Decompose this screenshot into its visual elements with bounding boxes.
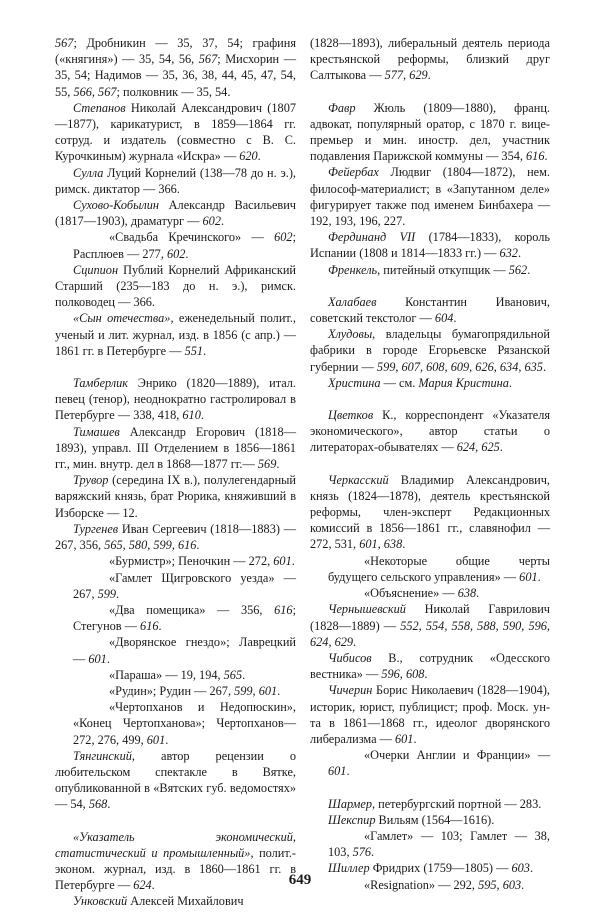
entry-text: В., сотрудник «Одесского вестника» — xyxy=(310,650,550,682)
italic-text: Френкель xyxy=(328,262,378,277)
italic-text: Христина xyxy=(328,375,381,390)
index-entry xyxy=(55,424,296,473)
italic-text: Халабаев xyxy=(328,294,377,309)
italic-text: 638 xyxy=(457,586,477,601)
index-entry xyxy=(55,893,296,909)
entry-text: «Чертопханов и Недопюскин», «Конец Чертопханова»; Чертопханов— 272, 276, 499, xyxy=(73,700,296,747)
entry-text: Иван Сергеевич (1818—1883) — 267, 356, xyxy=(55,521,296,553)
entry-text: Александр Васильевич (1817—1903), драматург — xyxy=(55,198,296,229)
entry-text: Николай Гаврилович (1828—1889) — xyxy=(310,602,550,633)
entry-text: . xyxy=(116,586,120,601)
index-entry xyxy=(55,35,296,100)
index-entry xyxy=(55,229,296,261)
italic-text: 566, 567 xyxy=(73,84,117,99)
entry-text: «Гамлет» — 103; Гамлет — 38, 103, xyxy=(328,828,550,860)
entry-text: «Бурмистр»; Пеночкин — 272, xyxy=(109,554,274,569)
italic-text: 624, 625 xyxy=(456,440,500,455)
italic-text: 604 xyxy=(434,311,454,326)
index-column-right xyxy=(310,35,550,893)
entry-text: ; полковник — 35, 54. xyxy=(116,84,231,99)
entry-text: . xyxy=(537,569,541,584)
index-entry xyxy=(55,262,296,311)
index-entry xyxy=(310,35,550,84)
entry-text: «Объяснение» — xyxy=(364,586,458,601)
index-entry xyxy=(55,100,296,165)
index-entry xyxy=(310,100,550,165)
entry-text: . xyxy=(508,375,512,390)
entry-text: . xyxy=(346,764,350,779)
italic-text: 602 xyxy=(274,230,293,245)
entry-text: , автор рецензии о любительском спектакле в Вятке, опубликованной в «Вятских губ. ведомостях» — 54, xyxy=(55,748,296,812)
entry-text: . xyxy=(158,619,162,634)
entry-text: «Два помещика» — 356, xyxy=(109,602,275,617)
italic-text: 610 xyxy=(182,408,201,423)
italic-text: Унковский xyxy=(73,894,128,909)
entry-text: Людвиг (1804—1872), нем. философ-материалист; в «Запутанном деле» фигурирует также под именем Бинбахера — 192, 193, 196, 227. xyxy=(310,165,550,229)
italic-text: 601 xyxy=(146,732,166,747)
italic-text: 599, 601 xyxy=(234,683,278,698)
entry-text: , владельцы бумагопрядильной фабрики в городе Егорьевске Рязанской губернии — xyxy=(310,327,550,374)
index-entry xyxy=(55,472,296,521)
index-entry xyxy=(310,326,550,375)
index-entry xyxy=(310,164,550,229)
entry-text: . xyxy=(499,440,503,455)
italic-text: Сухово-Кобылин xyxy=(73,198,160,213)
index-entry xyxy=(310,650,550,682)
entry-text: . xyxy=(517,246,522,261)
italic-text: 596, 608 xyxy=(381,667,425,682)
entry-text: ; Мисхорин — 35, 54; Надимов — 35, 36, 38, 44, 45, 47, 54, 55, xyxy=(55,52,296,99)
italic-text: 577, 629 xyxy=(384,68,428,83)
index-entry xyxy=(310,229,550,261)
entry-text: ; Расплюев — 277, xyxy=(73,230,296,261)
italic-text: Фердинанд VII xyxy=(328,230,416,245)
entry-text: (1784—1833), король Испании (1808 и 1814—1833 гг.) — xyxy=(310,230,550,261)
italic-text: Черкасский xyxy=(328,472,389,487)
italic-text: Степанов xyxy=(73,100,126,115)
index-entry xyxy=(55,634,296,666)
entry-text: . xyxy=(165,732,169,747)
italic-text: «Сын отечества» xyxy=(73,311,171,326)
index-entry xyxy=(310,375,550,391)
entry-text: Жюль (1809—1880), франц. адвокат, популярный оратор, с 1870 г. вице-премьер и мин. иностр. дел, участник подавления Парижской коммуны — 354, xyxy=(310,100,550,164)
entry-text: Владимир Александрович, князь (1824—1878), деятель крестьянской реформы, член-эксперт Редакционных комиссий в 1856—1861 гг., славянофил — 272, 531, xyxy=(310,472,550,552)
entry-text: . xyxy=(353,634,357,649)
entry-text: . xyxy=(402,537,406,552)
italic-text: Чернышевский xyxy=(328,602,406,617)
index-entry xyxy=(55,165,296,197)
index-entry xyxy=(310,747,550,779)
entry-text: . xyxy=(527,262,531,277)
entry-text: Публий Корнелий Африканский Старший (235—183 до н. э.), римск. полководец — 366. xyxy=(55,262,296,310)
entry-text: . xyxy=(107,797,111,812)
index-entry xyxy=(55,667,296,683)
italic-text: 562 xyxy=(508,262,528,277)
index-entry xyxy=(310,294,550,326)
index-entry xyxy=(55,683,296,699)
entry-text: . xyxy=(185,246,189,261)
entry-text: «Параша» — 19, 194, xyxy=(109,667,224,682)
italic-text: 567 xyxy=(55,36,74,50)
entry-text: Константин Иванович, советский текстолог — xyxy=(310,294,550,326)
entry-text: . xyxy=(257,149,261,164)
entry-text: Николай Александрович (1807—1877), карикатурист, в 1859—1864 гг. сотруд. и издатель (совместно с В. С. Курочкиным) журнала «Искра» — xyxy=(55,100,296,164)
italic-text: 616 xyxy=(274,602,293,617)
italic-text: 576 xyxy=(352,845,372,860)
index-entry xyxy=(310,812,550,828)
entry-text: . xyxy=(196,538,200,553)
italic-text: 569 xyxy=(257,457,277,472)
entry-text: , питейный откупщик — xyxy=(377,262,509,277)
italic-text: 616 xyxy=(140,619,159,634)
italic-text: 595, 603 xyxy=(478,877,522,892)
entry-text: Александр Егорович (1818—1893), управл. III Отделением в 1856—1861 гг., мин. внутр. дел в 1868—1877 гг.— xyxy=(55,424,296,472)
italic-text: Чичерин xyxy=(328,683,373,698)
entry-text: . xyxy=(453,311,457,326)
italic-text: Тамберлик xyxy=(73,376,128,391)
entry-text: Алексей Михайлович xyxy=(127,894,244,909)
entry-text: . xyxy=(521,877,525,892)
italic-text: 551 xyxy=(184,343,204,358)
index-entry xyxy=(55,197,296,229)
italic-text: Фавр xyxy=(328,100,356,115)
entry-text: . xyxy=(242,667,246,682)
italic-text: Сципион xyxy=(73,262,119,277)
italic-text: 601 xyxy=(273,554,292,569)
entry-text: . xyxy=(151,878,155,893)
italic-text: Трувор xyxy=(73,473,109,488)
italic-text: Шармер xyxy=(328,796,372,811)
index-entry xyxy=(310,585,550,601)
italic-text: 632 xyxy=(499,246,518,261)
index-entry xyxy=(55,748,296,813)
index-entry xyxy=(310,796,550,812)
entry-text: . xyxy=(529,861,534,876)
entry-text: ; Дробникин — 35, 37, 54; графиня («княгиня») — 35, 54, 56, xyxy=(55,36,296,67)
italic-text: Сулла xyxy=(73,165,104,180)
italic-text: 620 xyxy=(239,149,258,164)
entry-text: «Рудин»; Рудин — 267, xyxy=(109,683,235,698)
index-entry xyxy=(310,682,550,747)
entry-text: . xyxy=(203,343,207,358)
italic-text: 616 xyxy=(526,149,545,164)
italic-text: 603 xyxy=(511,861,530,876)
entry-text: , полит.-эконом. журнал, изд. в 1860—1861 гг. в Петербурге — xyxy=(55,845,296,893)
entry-text: , еженедельный полит., ученый и лит. журнал, изд. в 1856 (с апр.) — 1861 гг. в Петербурге — xyxy=(55,311,296,358)
italic-text: 601 xyxy=(328,764,347,779)
italic-text: Цветков xyxy=(328,408,374,423)
index-entry xyxy=(55,553,296,569)
entry-text: . xyxy=(544,149,548,164)
entry-text: «Свадьба Кречинского» — xyxy=(109,230,275,245)
italic-text: 567 xyxy=(198,52,218,67)
entry-text: . xyxy=(220,214,225,229)
entry-text: Энрико (1820—1889), итал. певец (тенор), неоднократно гастролировал в Петербурге — 338, 418, xyxy=(55,376,296,423)
entry-text: . xyxy=(427,68,431,83)
italic-text: Мария Кристина xyxy=(418,375,509,390)
italic-text: 624 xyxy=(133,878,152,893)
index-entry xyxy=(55,602,296,634)
index-entry xyxy=(310,828,550,860)
index-entry xyxy=(310,601,550,650)
index-column-left xyxy=(55,35,296,910)
entry-text: «Дворянское гнездо»; Лаврецкий — xyxy=(73,635,296,666)
entry-text: . xyxy=(476,586,480,601)
entry-text: . xyxy=(413,731,417,746)
entry-text: . xyxy=(291,554,295,569)
italic-text: Фейербах xyxy=(328,165,379,180)
entry-text: (1828—1893), либеральный деятель периода крестьянской реформы, близкий друг Салтыкова — xyxy=(310,36,550,83)
index-entry xyxy=(310,262,550,278)
italic-text: 602 xyxy=(166,246,186,261)
entry-text: . xyxy=(277,683,281,698)
italic-text: Тимашев xyxy=(73,424,120,439)
italic-text: 565 xyxy=(223,667,243,682)
italic-text: 568 xyxy=(88,797,108,812)
italic-text: Тургенев xyxy=(73,521,119,536)
index-entry xyxy=(310,472,550,553)
entry-text: . xyxy=(200,408,204,423)
italic-text: 601, 638 xyxy=(359,537,403,552)
entry-text: Вильям (1564—1616). xyxy=(375,812,495,827)
index-entry xyxy=(55,375,296,424)
entry-text: «Resignation» — 292, xyxy=(364,877,479,892)
italic-text: 601 xyxy=(88,651,107,666)
entry-text: Фридрих (1759—1805) — xyxy=(369,861,512,876)
italic-text: 601 xyxy=(519,569,538,584)
entry-text: . xyxy=(424,667,428,682)
italic-text: 565, 580, 599, 616 xyxy=(104,538,197,553)
entry-text: Луций Корнелий (138—78 до н. э.), римск. диктатор — 366. xyxy=(55,165,296,196)
italic-text: «Указатель экономический, статистический и промышленный» xyxy=(55,829,296,860)
entry-text: «Некоторые общие черты будущего сельского управления» — xyxy=(328,553,550,584)
page-number: 649 xyxy=(288,872,312,888)
entry-text: (середина IX в.), полулегендарный варяжский князь, брат Рюрика, княживший в Изборске — 12. xyxy=(55,473,296,520)
entry-text: «Гамлет Щигровского уезда» — 267, xyxy=(73,570,296,601)
italic-text: Тянгинский xyxy=(73,748,132,763)
italic-text: 552, 554, 558, 588, 590, 596, 624, 629 xyxy=(310,618,550,649)
index-entry xyxy=(310,407,550,456)
entry-text: , петербургский портной — 283. xyxy=(371,796,542,811)
italic-text: Шекспир xyxy=(328,812,376,827)
italic-text: Чибисов xyxy=(328,650,372,665)
entry-text: . xyxy=(542,359,547,374)
italic-text: Хлудовы xyxy=(328,327,373,342)
index-entry xyxy=(55,310,296,359)
index-entry xyxy=(310,553,550,585)
index-entry xyxy=(55,699,296,748)
index-entry xyxy=(55,521,296,553)
italic-text: 601 xyxy=(395,731,414,746)
entry-text: Борис Николаевич (1828—1904), историк, юрист, публицист; проф. Моск. ун-та в 1861—1868 гг., идеолог дворянского либерализма — xyxy=(310,683,550,746)
index-entry xyxy=(55,570,296,602)
italic-text: Шиллер xyxy=(328,861,370,876)
entry-text: . xyxy=(106,651,110,666)
entry-text: — см. xyxy=(380,375,419,390)
entry-text: «Очерки Англии и Франции» — xyxy=(364,748,550,763)
italic-text: 602 xyxy=(202,214,221,229)
entry-text: ; Стегунов — xyxy=(73,602,296,634)
entry-text: . xyxy=(371,845,375,860)
entry-text: . xyxy=(276,457,280,472)
entry-text: К., корреспондент «Указателя экономического», автор статьи о литераторах-обывателях — xyxy=(310,408,550,455)
italic-text: 599, 607, 608, 609, 626, 634, 635 xyxy=(376,359,543,374)
italic-text: 599 xyxy=(97,586,117,601)
